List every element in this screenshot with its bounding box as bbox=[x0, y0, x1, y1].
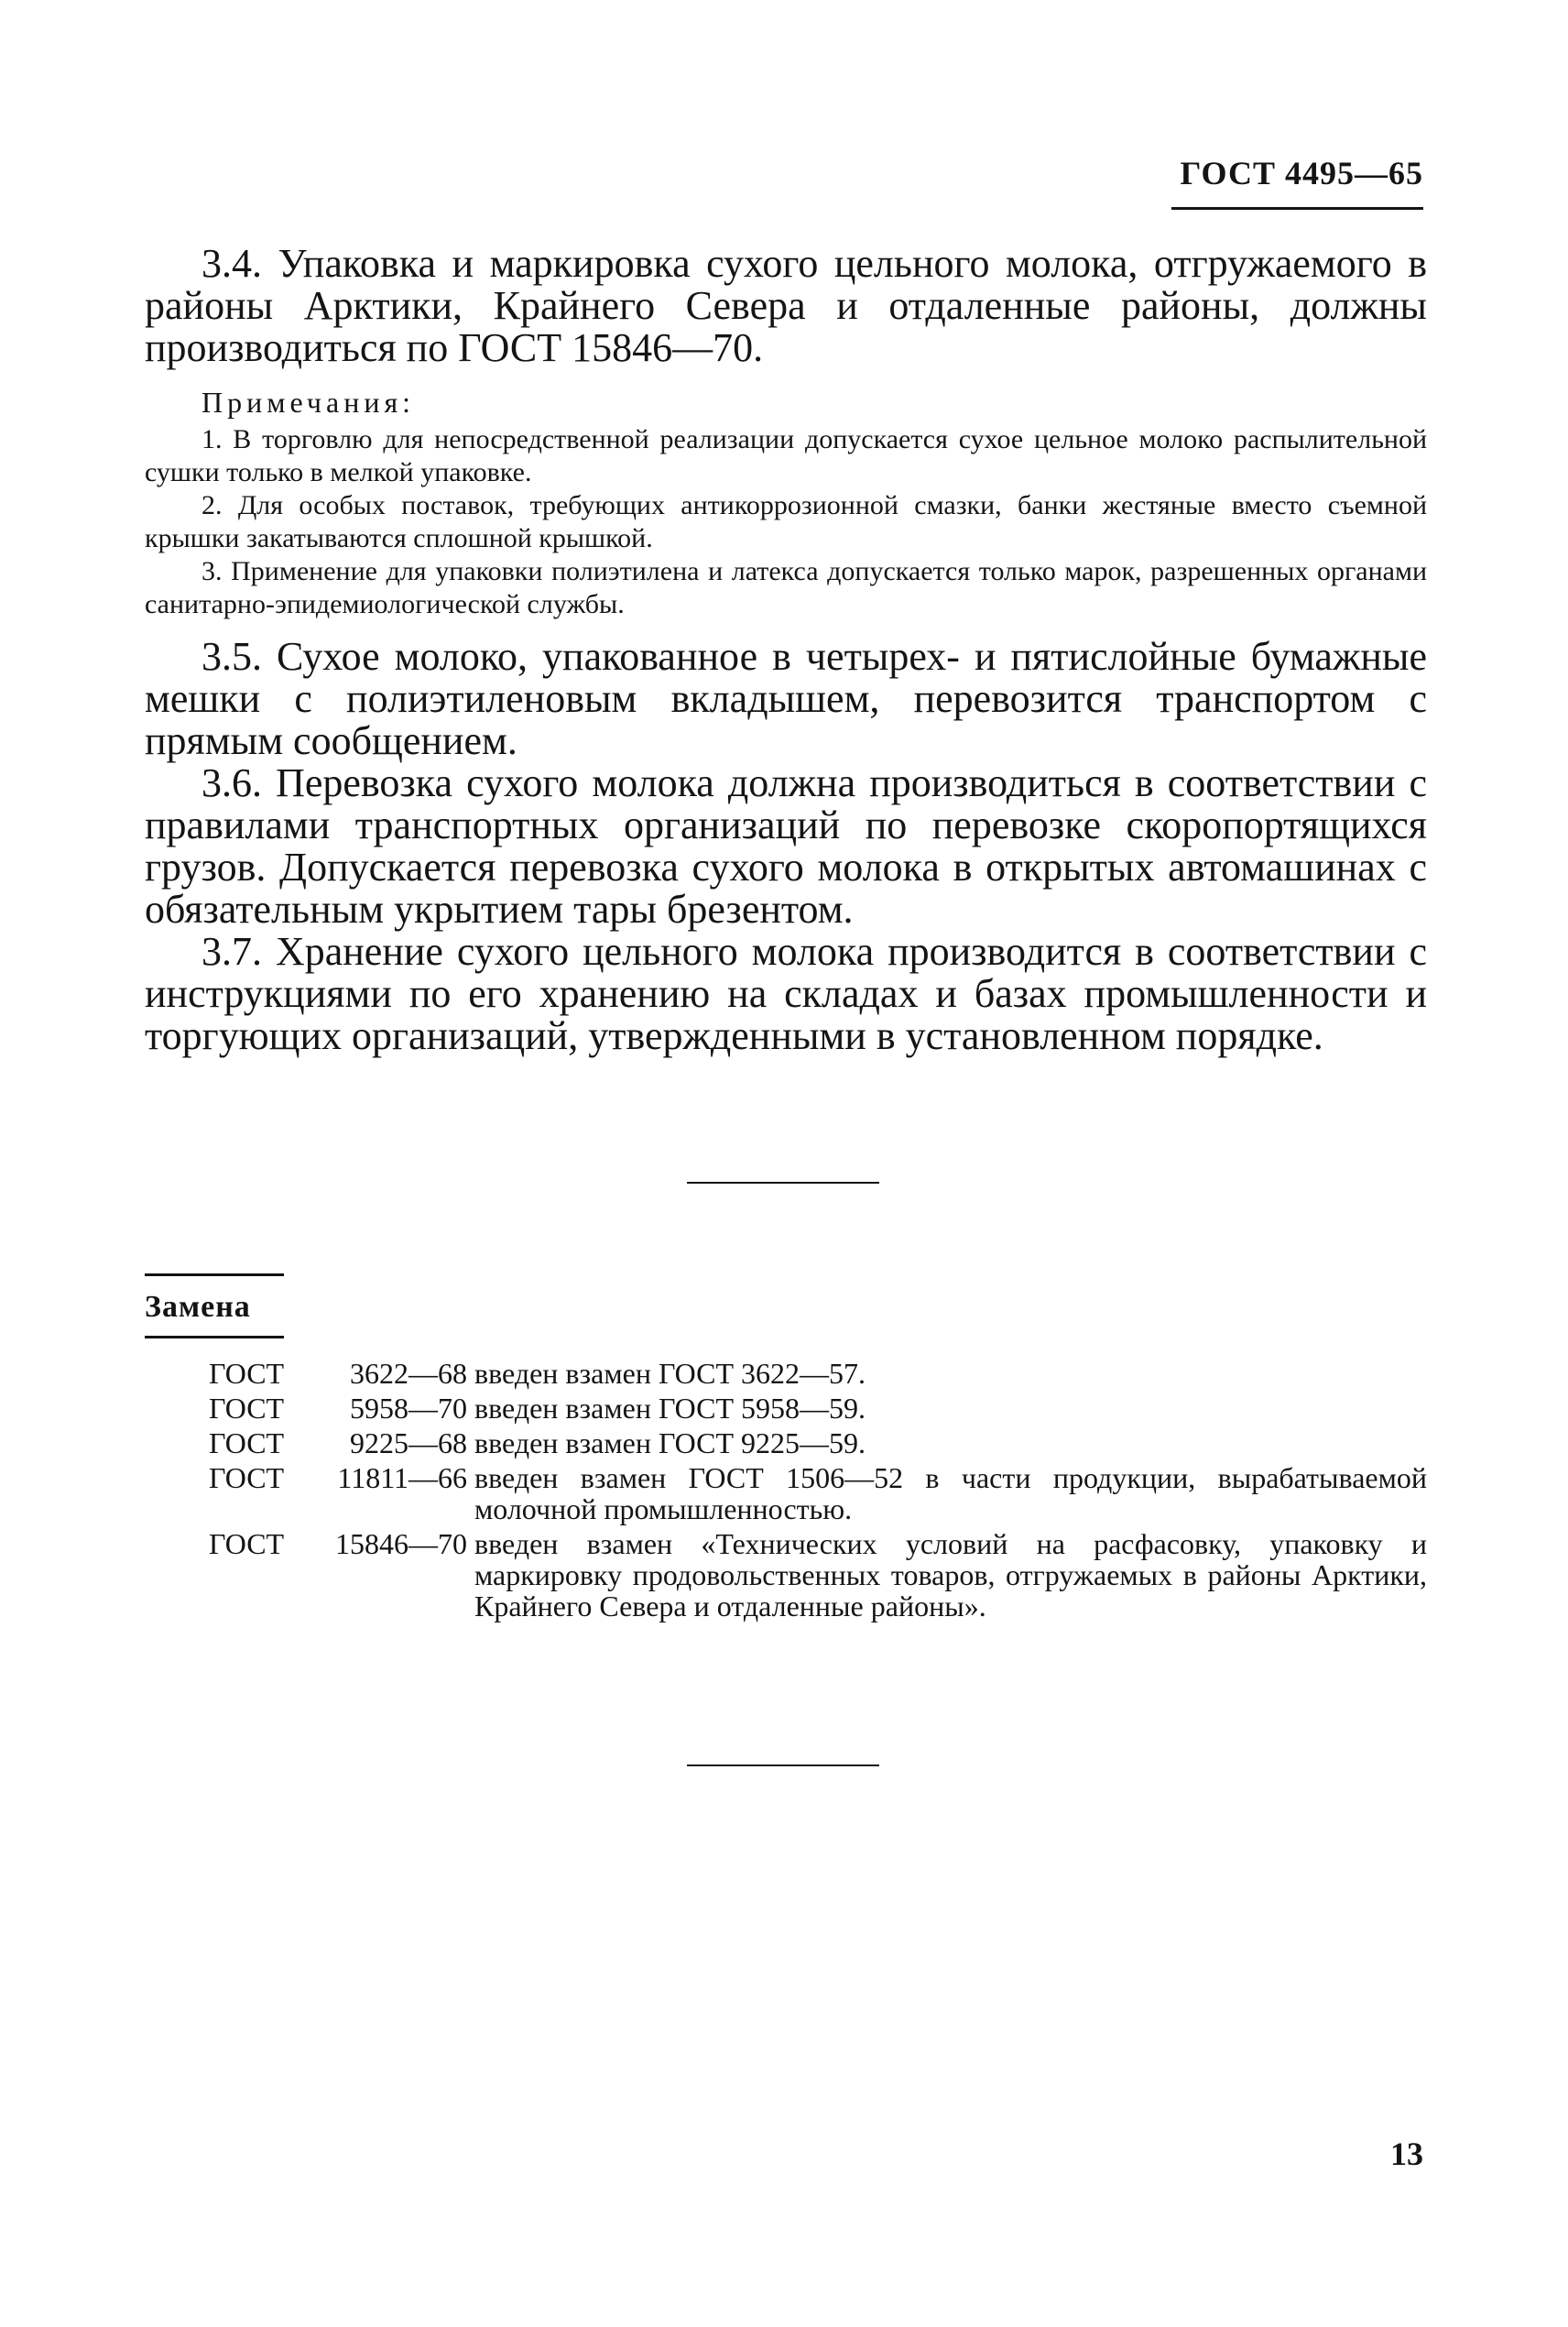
paragraph-3-4: 3.4. Упаковка и маркировка сухого цельного молока, отгружаемого в районы Арктики, Крайнего Севера и отдаленные районы, должны производиться по ГОСТ 15846—70. bbox=[145, 241, 1427, 370]
zamena-row bbox=[209, 1462, 1427, 1524]
zamena-title: Замена bbox=[145, 1290, 251, 1324]
paragraph-3-6: 3.6. Перевозка сухого молока должна производиться в соответствии с правилами транспортных организаций по перевозке скоропортящихся грузов. Допускается перевозка сухого молока в открытых автомашинах с обязательным укрытием тары брезентом. bbox=[145, 760, 1427, 932]
zamena-row bbox=[209, 1358, 1427, 1389]
zamena-gost: ГОСТ bbox=[209, 1426, 285, 1459]
section-divider-top bbox=[687, 1182, 879, 1184]
note-2: 2. Для особых поставок, требующих антикоррозионной смазки, банки жестяные вместо съемной крышки закатываются сплошной крышкой. bbox=[145, 490, 1427, 553]
notes-title: Примечания: bbox=[201, 386, 416, 419]
zamena-text: введен взамен ГОСТ 1506—52 в части продукции, вырабатываемой молочной промышленностью. bbox=[474, 1461, 1427, 1525]
zamena-list bbox=[209, 1358, 1427, 1625]
zamena-row bbox=[209, 1528, 1427, 1622]
zamena-number: 5958—70 bbox=[350, 1392, 467, 1425]
note-3: 3. Применение для упаковки полиэтилена и латекса допускается только марок, разрешенных органами санитарно-эпидемиологической службы. bbox=[145, 556, 1427, 619]
paragraph-3-5: 3.5. Сухое молоко, упакованное в четырех- и пятислойные бумажные мешки с полиэтиленовым вкладышем, перевозится транспортом с прямым сообщением. bbox=[145, 634, 1427, 763]
zamena-number: 9225—68 bbox=[350, 1426, 467, 1459]
section-divider-bottom bbox=[687, 1764, 879, 1766]
zamena-gost: ГОСТ bbox=[209, 1392, 285, 1425]
zamena-number: 3622—68 bbox=[350, 1357, 467, 1390]
zamena-number: 11811—66 bbox=[337, 1461, 467, 1494]
zamena-number: 15846—70 bbox=[335, 1527, 467, 1560]
main-text bbox=[145, 243, 1427, 1057]
zamena-text: введен взамен «Технических условий на расфасовку, упаковку и маркировку продовольственных товаров, отгружаемых в районы Арктики, Крайнего Севера и отдаленные районы». bbox=[474, 1527, 1427, 1622]
zamena-gost: ГОСТ bbox=[209, 1527, 285, 1560]
zamena-text: введен взамен ГОСТ 9225—59. bbox=[474, 1426, 866, 1459]
header-rule bbox=[1171, 207, 1423, 210]
zamena-gost: ГОСТ bbox=[209, 1357, 285, 1390]
zamena-row bbox=[209, 1393, 1427, 1424]
document-header: ГОСТ 4495—65 bbox=[1180, 155, 1423, 191]
zamena-gost: ГОСТ bbox=[209, 1461, 285, 1494]
page-number: 13 bbox=[1390, 2136, 1423, 2172]
notes-block bbox=[145, 386, 1427, 621]
paragraph-3-7: 3.7. Хранение сухого цельного молока производится в соответствии с инструкциями по его хранению на складах и базах промышленности и торгующих организаций, утвержденными в установленном порядке. bbox=[145, 929, 1427, 1058]
zamena-row bbox=[209, 1427, 1427, 1458]
zamena-top-rule bbox=[145, 1273, 284, 1276]
zamena-bottom-rule bbox=[145, 1336, 284, 1338]
zamena-text: введен взамен ГОСТ 5958—59. bbox=[474, 1392, 866, 1425]
note-1: 1. В торговлю для непосредственной реализации допускается сухое цельное молоко распылительной сушки только в мелкой упаковке. bbox=[145, 424, 1427, 487]
zamena-text: введен взамен ГОСТ 3622—57. bbox=[474, 1357, 866, 1390]
